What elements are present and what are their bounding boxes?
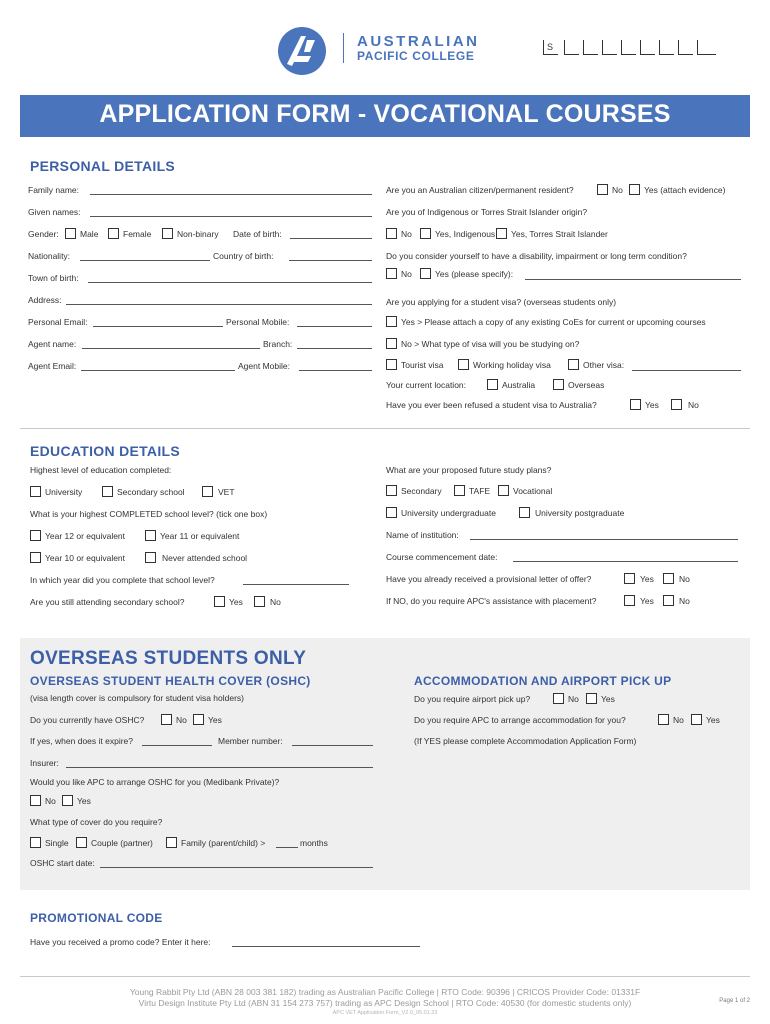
ref-box[interactable] — [583, 40, 598, 55]
working-holiday-label: Working holiday visa — [473, 360, 551, 370]
oshc-yes-label: Yes — [208, 715, 222, 725]
ref-prefix: S — [547, 42, 554, 52]
year10-checkbox[interactable] — [30, 552, 41, 563]
tafe-label: TAFE — [469, 486, 491, 496]
oshc-expire-field[interactable] — [142, 745, 212, 746]
ref-box[interactable] — [564, 40, 579, 55]
cover-type-question: What type of cover do you require? — [30, 817, 163, 827]
given-names-label: Given names: — [28, 207, 81, 217]
attending-yes-checkbox[interactable] — [214, 596, 225, 607]
arrange-yes-checkbox[interactable] — [62, 795, 73, 806]
personal-details-heading: PERSONAL DETAILS — [30, 158, 176, 174]
visa-length-note: (visa length cover is compulsory for student visa holders) — [30, 693, 245, 703]
family-checkbox[interactable] — [166, 837, 177, 848]
attending-yes-label: Yes — [229, 597, 243, 607]
oshc-no-checkbox[interactable] — [161, 714, 172, 725]
disability-no-checkbox[interactable] — [386, 268, 397, 279]
year10-label: Year 10 or equivalent — [45, 553, 126, 563]
overseas-checkbox[interactable] — [553, 379, 564, 390]
dob-field[interactable] — [290, 238, 372, 239]
pickup-yes-checkbox[interactable] — [586, 693, 597, 704]
oshc-no-label: No — [176, 715, 187, 725]
ref-box[interactable] — [602, 40, 617, 55]
logo-line1: AUSTRALIAN — [357, 33, 480, 50]
provisional-yes-checkbox[interactable] — [624, 573, 635, 584]
future-secondary-label: Secondary — [401, 486, 442, 496]
university-label: University — [45, 487, 83, 497]
future-plans-question: What are your proposed future study plans? — [386, 465, 552, 475]
agent-mobile-field[interactable] — [299, 370, 372, 371]
oshc-heading: OVERSEAS STUDENT HEALTH COVER (OSHC) — [30, 674, 311, 688]
refused-no-checkbox[interactable] — [671, 399, 682, 410]
accom-no-label: No — [673, 715, 684, 725]
citizen-no-label: No — [612, 185, 623, 195]
provisional-yes-label: Yes — [640, 574, 654, 584]
nationality-label: Nationality: — [28, 251, 71, 261]
months-label: months — [300, 838, 328, 848]
personal-mobile-label: Personal Mobile: — [226, 317, 290, 327]
ref-box[interactable] — [640, 40, 655, 55]
highest-level-label: Highest level of education completed: — [30, 465, 172, 475]
other-visa-field[interactable] — [632, 370, 741, 371]
disability-yes-checkbox[interactable] — [420, 268, 431, 279]
male-label: Male — [80, 229, 99, 239]
assistance-no-checkbox[interactable] — [663, 595, 674, 606]
vocational-label: Vocational — [513, 486, 553, 496]
town-birth-field[interactable] — [88, 282, 372, 283]
indigenous-yes-label: Yes, Indigenous — [435, 229, 496, 239]
branch-field[interactable] — [297, 348, 372, 349]
indigenous-yes-checkbox[interactable] — [420, 228, 431, 239]
attending-no-checkbox[interactable] — [254, 596, 265, 607]
accom-no-checkbox[interactable] — [658, 714, 669, 725]
visa-no-label: No > What type of visa will you be studying on? — [401, 339, 580, 349]
citizen-no-checkbox[interactable] — [597, 184, 608, 195]
country-birth-field[interactable] — [289, 260, 372, 261]
vet-label: VET — [218, 487, 235, 497]
couple-checkbox[interactable] — [76, 837, 87, 848]
completion-year-label: In which year did you complete that school level? — [30, 575, 215, 585]
secondary-checkbox[interactable] — [102, 486, 113, 497]
given-names-field[interactable] — [90, 216, 372, 217]
arrange-no-checkbox[interactable] — [30, 795, 41, 806]
nationality-field[interactable] — [80, 260, 210, 261]
provisional-offer-question: Have you already received a provisional letter of offer? — [386, 574, 592, 584]
member-number-label: Member number: — [218, 736, 283, 746]
country-birth-label: Country of birth: — [213, 251, 274, 261]
promo-heading: PROMOTIONAL CODE — [30, 911, 163, 925]
accommodation-heading: ACCOMMODATION AND AIRPORT PICK UP — [414, 674, 672, 688]
personal-email-label: Personal Email: — [28, 317, 88, 327]
personal-mobile-field[interactable] — [297, 326, 372, 327]
vocational-checkbox[interactable] — [498, 485, 509, 496]
refused-no-label: No — [688, 400, 699, 410]
torres-yes-checkbox[interactable] — [496, 228, 507, 239]
completion-year-field[interactable] — [243, 584, 349, 585]
footer-line1: Young Rabbit Pty Ltd (ABN 28 003 381 182) trading as Australian Pacific College | RTO Code: 90396 | CRICOS Provider Code: 01331F — [129, 987, 641, 997]
oshc-yes-checkbox[interactable] — [193, 714, 204, 725]
page-number: Page 1 of 2 — [719, 998, 750, 1004]
other-visa-checkbox[interactable] — [568, 359, 579, 370]
pickup-no-label: No — [568, 694, 579, 704]
disability-yes-label: Yes (please specify): — [435, 269, 514, 279]
oshc-start-field[interactable] — [100, 867, 373, 868]
nonbinary-checkbox[interactable] — [162, 228, 173, 239]
page-title: APPLICATION FORM - VOCATIONAL COURSES — [99, 100, 671, 128]
disability-specify-field[interactable] — [525, 279, 741, 280]
footer-divider — [20, 976, 750, 977]
assistance-yes-label: Yes — [640, 596, 654, 606]
nonbinary-label: Non-binary — [177, 229, 219, 239]
location-label: Your current location: — [386, 380, 467, 390]
secondary-label: Secondary school — [117, 487, 185, 497]
logo-line2: PACIFIC COLLEGE — [357, 49, 475, 63]
ref-box[interactable] — [543, 40, 558, 55]
accommodation-question: Do you require APC to arrange accommodation for you? — [414, 715, 626, 725]
placement-assistance-question: If NO, do you require APC's assistance with placement? — [386, 596, 597, 606]
promo-question: Have you received a promo code? Enter it here: — [30, 937, 211, 947]
accommodation-note: (If YES please complete Accommodation Application Form) — [414, 736, 637, 746]
male-checkbox[interactable] — [65, 228, 76, 239]
months-field[interactable] — [276, 847, 298, 848]
institution-label: Name of institution: — [386, 530, 459, 540]
year11-checkbox[interactable] — [145, 530, 156, 541]
commencement-field[interactable] — [513, 561, 738, 562]
oshc-expire-label: If yes, when does it expire? — [30, 736, 134, 746]
accom-yes-checkbox[interactable] — [691, 714, 702, 725]
female-label: Female — [123, 229, 152, 239]
pickup-yes-label: Yes — [601, 694, 615, 704]
provisional-no-label: No — [679, 574, 690, 584]
accom-yes-label: Yes — [706, 715, 720, 725]
other-visa-label: Other visa: — [583, 360, 625, 370]
visa-no-checkbox[interactable] — [386, 338, 397, 349]
member-number-field[interactable] — [292, 745, 373, 746]
australia-label: Australia — [502, 380, 536, 390]
disability-no-label: No — [401, 269, 412, 279]
pickup-no-checkbox[interactable] — [553, 693, 564, 704]
refused-yes-label: Yes — [645, 400, 659, 410]
visa-yes-checkbox[interactable] — [386, 316, 397, 327]
family-label: Family (parent/child) > — [181, 838, 266, 848]
personal-email-field[interactable] — [93, 326, 223, 327]
australia-checkbox[interactable] — [487, 379, 498, 390]
pickup-question: Do you require airport pick up? — [414, 694, 531, 704]
citizen-yes-label: Yes (attach evidence) — [644, 185, 726, 195]
logo-divider — [343, 33, 344, 63]
agent-email-field[interactable] — [81, 370, 235, 371]
visa-yes-label: Yes > Please attach a copy of any existing CoEs for current or upcoming courses — [401, 317, 706, 327]
dob-label: Date of birth: — [233, 229, 282, 239]
agent-mobile-label: Agent Mobile: — [238, 361, 290, 371]
working-holiday-checkbox[interactable] — [458, 359, 469, 370]
branch-label: Branch: — [263, 339, 293, 349]
ref-box[interactable] — [621, 40, 636, 55]
torres-yes-label: Yes, Torres Strait Islander — [511, 229, 608, 239]
oshc-start-label: OSHC start date: — [30, 858, 95, 868]
citizen-yes-checkbox[interactable] — [629, 184, 640, 195]
tourist-visa-label: Tourist visa — [401, 360, 444, 370]
still-attending-question: Are you still attending secondary school? — [30, 597, 185, 607]
insurer-field[interactable] — [66, 767, 373, 768]
education-details-heading: EDUCATION DETAILS — [30, 443, 181, 459]
ref-box[interactable] — [697, 40, 716, 55]
arrange-oshc-question: Would you like APC to arrange OSHC for you (Medibank Private)? — [30, 777, 280, 787]
arrange-yes-label: Yes — [77, 796, 91, 806]
indigenous-no-checkbox[interactable] — [386, 228, 397, 239]
future-secondary-checkbox[interactable] — [386, 485, 397, 496]
tourist-visa-checkbox[interactable] — [386, 359, 397, 370]
indigenous-no-label: No — [401, 229, 412, 239]
agent-email-label: Agent Email: — [28, 361, 77, 371]
year12-label: Year 12 or equivalent — [45, 531, 126, 541]
visa-question: Are you applying for a student visa? (overseas students only) — [386, 297, 617, 307]
agent-name-label: Agent name: — [28, 339, 77, 349]
agent-name-field[interactable] — [82, 348, 260, 349]
ref-box[interactable] — [659, 40, 674, 55]
single-checkbox[interactable] — [30, 837, 41, 848]
undergraduate-label: University undergraduate — [401, 508, 496, 518]
overseas-label: Overseas — [568, 380, 605, 390]
vet-checkbox[interactable] — [202, 486, 213, 497]
postgraduate-label: University postgraduate — [535, 508, 625, 518]
assistance-no-label: No — [679, 596, 690, 606]
address-field[interactable] — [66, 304, 372, 305]
never-attended-label: Never attended school — [162, 553, 248, 563]
disability-question: Do you consider yourself to have a disability, impairment or long term condition? — [386, 251, 687, 261]
postgraduate-checkbox[interactable] — [519, 507, 530, 518]
current-oshc-question: Do you currently have OSHC? — [30, 715, 145, 725]
insurer-label: Insurer: — [30, 758, 59, 768]
gender-label: Gender: — [28, 229, 59, 239]
family-name-label: Family name: — [28, 185, 80, 195]
refused-question: Have you ever been refused a student visa to Australia? — [386, 400, 597, 410]
footer-version: APC VET Application Form_V2.0_05.01.23 — [332, 1010, 438, 1016]
family-name-field[interactable] — [90, 194, 372, 195]
indigenous-question: Are you of Indigenous or Torres Strait Islander origin? — [386, 207, 588, 217]
footer-line2: Virtu Design Institute Pty Ltd (ABN 31 154 273 757) trading as APC Design School | RTO Code: 40530 (for domestic students only) — [138, 998, 632, 1008]
arrange-no-label: No — [45, 796, 56, 806]
tafe-checkbox[interactable] — [454, 485, 465, 496]
assistance-yes-checkbox[interactable] — [624, 595, 635, 606]
ref-box[interactable] — [678, 40, 693, 55]
year11-label: Year 11 or equivalent — [160, 531, 240, 541]
refused-yes-checkbox[interactable] — [630, 399, 641, 410]
never-attended-checkbox[interactable] — [145, 552, 156, 563]
attending-no-label: No — [270, 597, 281, 607]
section-divider — [20, 428, 750, 429]
citizen-question: Are you an Australian citizen/permanent resident? — [386, 185, 574, 195]
provisional-no-checkbox[interactable] — [663, 573, 674, 584]
single-label: Single — [45, 838, 69, 848]
undergraduate-checkbox[interactable] — [386, 507, 397, 518]
overseas-heading: OVERSEAS STUDENTS ONLY — [30, 648, 307, 669]
completed-level-question: What is your highest COMPLETED school level? (tick one box) — [30, 509, 268, 519]
town-birth-label: Town of birth: — [28, 273, 79, 283]
institution-field[interactable] — [470, 539, 738, 540]
couple-label: Couple (partner) — [91, 838, 153, 848]
year12-checkbox[interactable] — [30, 530, 41, 541]
promo-code-field[interactable] — [232, 946, 420, 947]
commencement-label: Course commencement date: — [386, 552, 498, 562]
apc-logo-icon — [277, 26, 327, 76]
female-checkbox[interactable] — [108, 228, 119, 239]
university-checkbox[interactable] — [30, 486, 41, 497]
address-label: Address: — [28, 295, 62, 305]
